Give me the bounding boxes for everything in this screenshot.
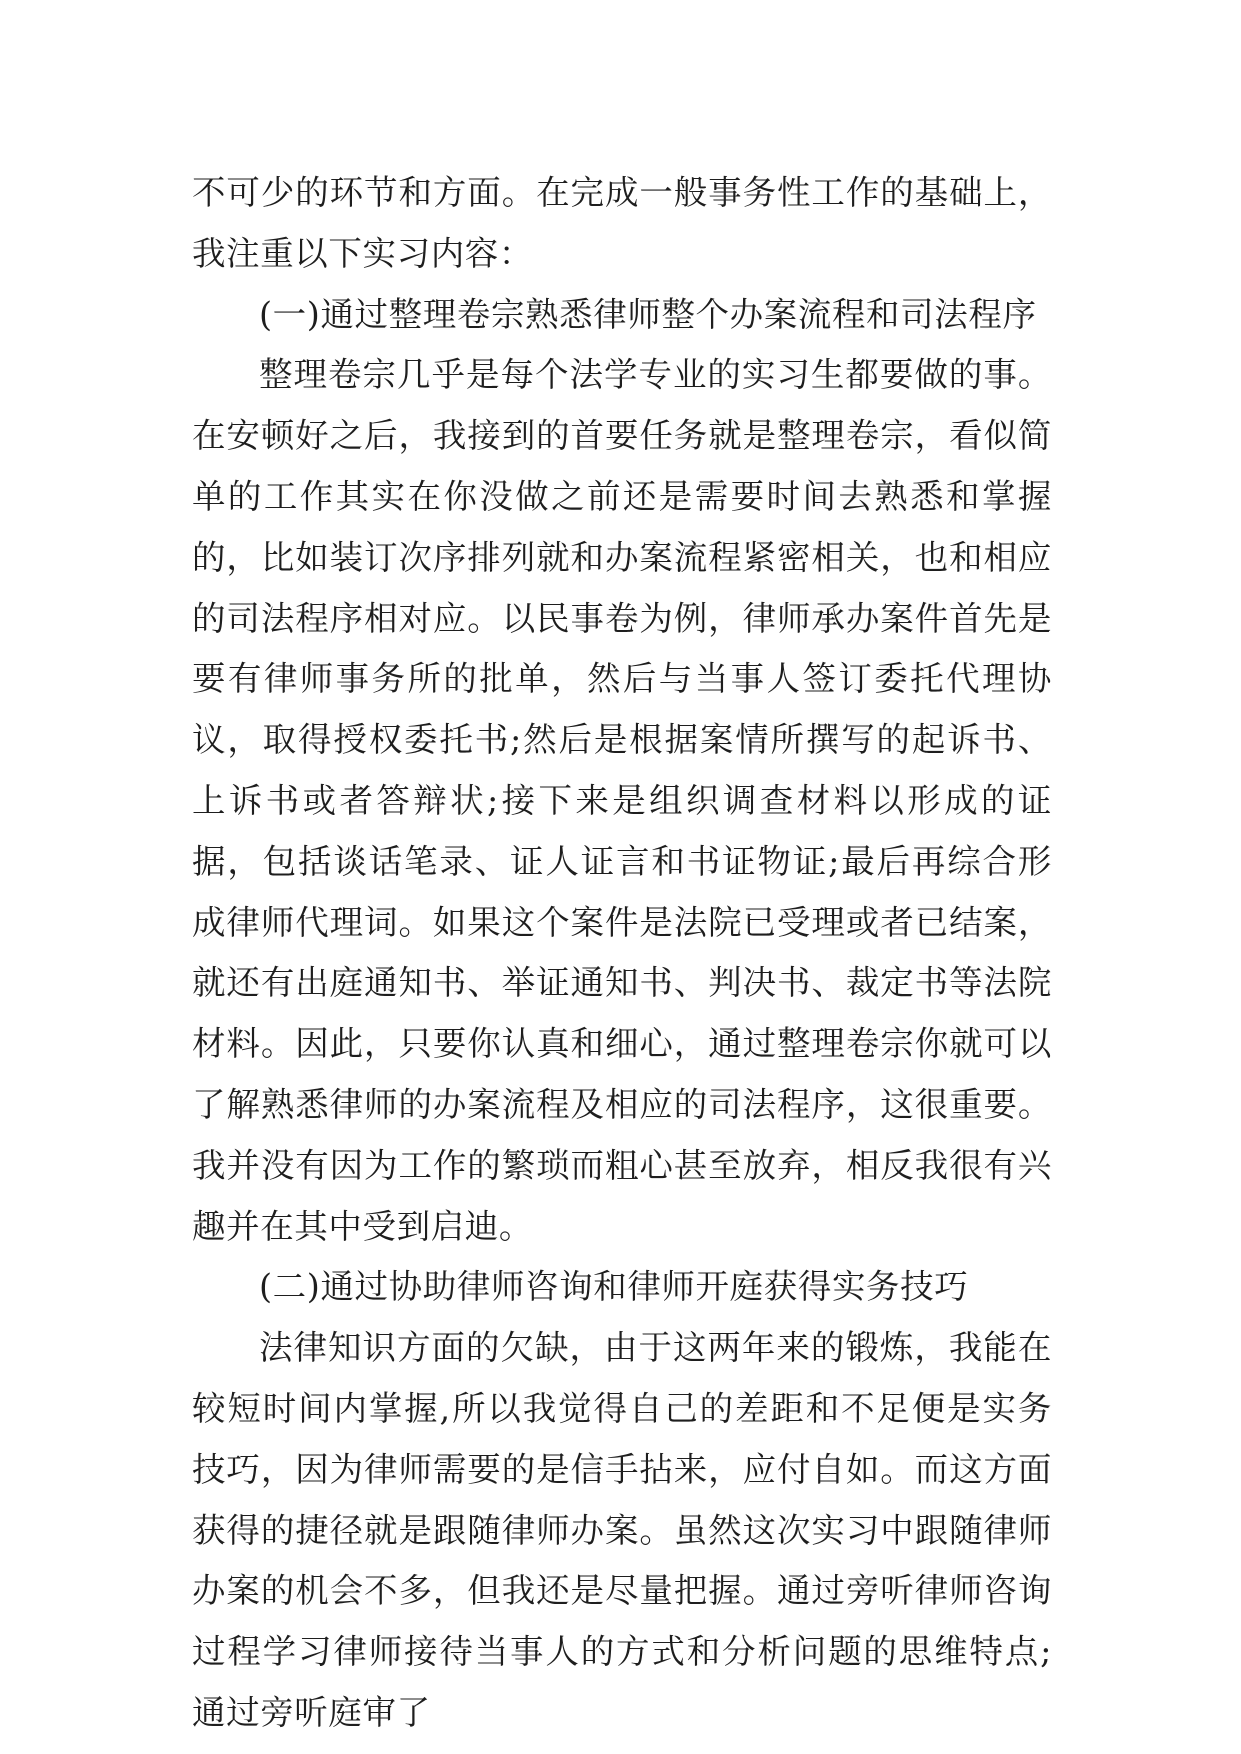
paragraph-file-organizing: 整理卷宗几乎是每个法学专业的实习生都要做的事。在安顿好之后，我接到的首要任务就是整理卷宗，看似简单的工作其实在你没做之前还是需要时间去熟悉和掌握的，比如装订次序排列就和办案流程紧密相关，也和相应的司法程序相对应。以民事卷为例，律师承办案件首先是要有律师事务所的批单，然后与当事人签订委托代理协议，取得授权委托书;然后是根据案情所撰写的起诉书、上诉书或者答辩状;接下来是组织调查材料以形成的证据，包括谈话笔录、证人证言和书证物证;最后再综合形成律师代理词。如果这个案件是法院已受理或者已结案，就还有出庭通知书、举证通知书、判决书、裁定书等法院材料。因此，只要你认真和细心，通过整理卷宗你就可以了解熟悉律师的办案流程及相应的司法程序，这很重要。我并没有因为工作的繁琐而粗心甚至放弃，相反我很有兴趣并在其中受到启迪。 (192, 355, 1052, 1246)
section-heading-2: (二)通过协助律师咨询和律师开庭获得实务技巧 (259, 1267, 969, 1307)
section-heading-1: (一)通过整理卷宗熟悉律师整个办案流程和司法程序 (259, 294, 1037, 334)
document-body (192, 163, 1052, 1744)
paragraph-practical-skills: 法律知识方面的欠缺，由于这两年来的锻炼，我能在较短时间内掌握,所以我觉得自己的差距和不足便是实务技巧，因为律师需要的是信手拈来，应付自如。而这方面获得的捷径就是跟随律师办案。虽然这次实习中跟随律师办案的机会不多，但我还是尽量把握。通过旁听律师咨询过程学习律师接待当事人的方式和分析问题的思维特点;通过旁听庭审了 (192, 1328, 1052, 1732)
paragraph-continuation: 不可少的环节和方面。在完成一般事务性工作的基础上，我注重以下实习内容： (192, 173, 1052, 273)
